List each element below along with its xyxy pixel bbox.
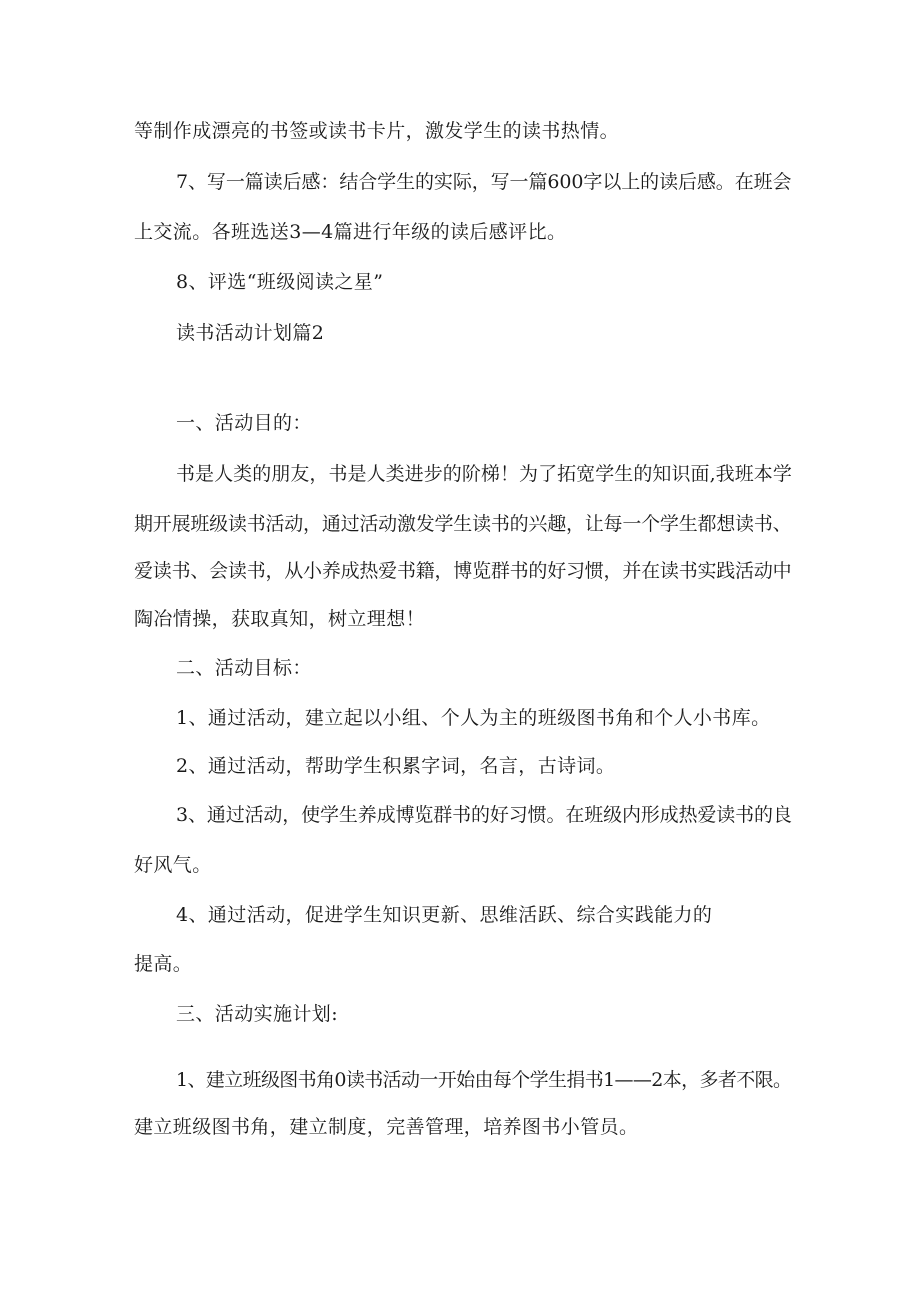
- paragraph-line: 等制作成漂亮的书签或读书卡片，激发学生的读书热情。: [134, 120, 620, 142]
- paragraph-line: 建立班级图书角，建立制度，完善管理，培养图书小管员。: [134, 1116, 639, 1138]
- list-item: 1、建立班级图书角0读书活动一开始由每个学生捐书1——2本，多者不限。: [176, 1069, 792, 1091]
- list-item: 3、通过活动，使学生养成博览群书的好习惯。在班级内形成热爱读书的良: [176, 804, 792, 826]
- list-item: 2、通过活动，帮助学生积累字词，名言，古诗词。: [176, 755, 616, 777]
- paragraph-line: 提高。: [134, 953, 193, 975]
- section-heading: 一、活动目的：: [176, 412, 312, 434]
- paragraph-line: 期开展班级读书活动，通过活动激发学生读书的兴趣，让每一个学生都想读书、: [134, 513, 792, 535]
- paragraph-line: 书是人类的朋友，书是人类进步的阶梯！为了拓宽学生的知识面,我班本学: [176, 463, 792, 485]
- section-heading: 二、活动目标：: [176, 657, 312, 679]
- paragraph-line: 7、写一篇读后感：结合学生的实际，写一篇600字以上的读后感。在班会: [176, 171, 792, 193]
- list-item: 4、通过活动，促进学生知识更新、思维活跃、综合实践能力的: [176, 904, 713, 926]
- paragraph-line: 好风气。: [134, 854, 212, 876]
- section-heading: 三、活动实施计划:: [176, 1003, 339, 1025]
- paragraph-line: 爱读书、会读书，从小养成热爱书籍，博览群书的好习惯，并在读书实践活动中: [134, 560, 792, 582]
- paragraph-line: 陶冶情操，获取真知，树立理想！: [134, 608, 426, 630]
- list-item: 1、通过活动，建立起以小组、个人为主的班级图书角和个人小书库。: [176, 707, 771, 729]
- paragraph-line: 8、评选“班级阅读之星”: [176, 271, 384, 293]
- section-title: 读书活动计划篇2: [176, 322, 325, 344]
- paragraph-line: 上交流。各班选送3—4篇进行年级的读后感评比。: [134, 221, 567, 243]
